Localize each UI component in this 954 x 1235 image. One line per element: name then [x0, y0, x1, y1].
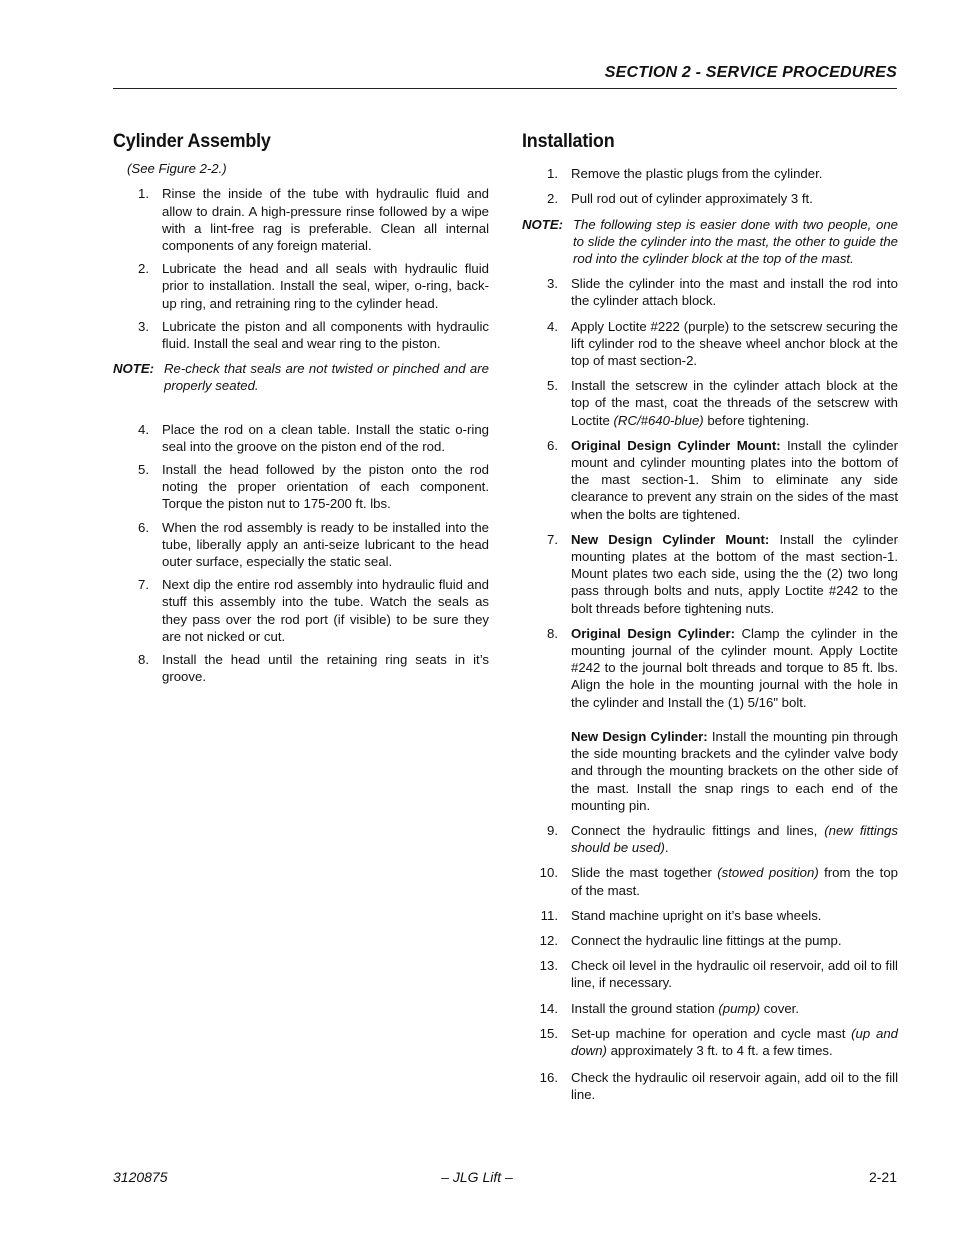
- list-item: 5 . Install the head followed by the piston onto the rod noting the proper orientation of each component. Torque the piston nut to 175-200 ft. lbs.: [113, 461, 489, 513]
- list-item: 8 . Original Design Cylinder: Clamp the cylinder in the mounting journal of the cylinder mount. Apply Loctite #242 to the journal bolt threads and torque to 85 ft. lbs. Align the hole in the mounting journal with the hole in the cylinder and Install the (1) 5/16" bolt. New Design Cylinder: Install the mounting pin through the side mounting brackets and the cylinder valve body and through the mounting brackets on the other side of the mast. Install the snap rings to each end of the mounting pin.: [522, 625, 898, 814]
- list-item: 10 . Slide the mast together (stowed position) from the top of the mast.: [522, 864, 898, 898]
- list-item: 12 . Connect the hydraulic line fittings at the pump.: [522, 932, 898, 949]
- section-title: SECTION 2 - SERVICE PROCEDURES: [604, 64, 897, 81]
- list-item: 15 . Set-up machine for operation and cycle mast (up and down) approximately 3 ft. to 4 ft. a few times.: [522, 1025, 898, 1059]
- list-item: 1 . Remove the plastic plugs from the cylinder.: [522, 165, 898, 182]
- list-item: 3 . Slide the cylinder into the mast and install the rod into the cylinder attach block.: [522, 275, 898, 309]
- list-item: 2 . Pull rod out of cylinder approximately 3 ft.: [522, 190, 898, 207]
- note-label: NOTE:: [522, 216, 564, 232]
- list-item: 11 . Stand machine upright on it’s base wheels.: [522, 907, 898, 924]
- list-item: 14 . Install the ground station (pump) cover.: [522, 1000, 898, 1017]
- right-column: [522, 130, 899, 1112]
- list-item: 1 . Rinse the inside of the tube with hydraulic fluid and allow to drain. A high-pressure rinse followed by a wipe with a lint-free rag is preferable. Clean all internal components of any foreign material.: [113, 185, 489, 254]
- cylinder-assembly-heading: Cylinder Assembly: [113, 130, 271, 152]
- note: [522, 216, 898, 268]
- list-item: 8 . Install the head until the retaining ring seats in it’s groove.: [113, 651, 489, 685]
- footer-brand: – JLG Lift –: [441, 1169, 513, 1185]
- header-rule: [113, 88, 897, 89]
- doc-number: 3120875: [113, 1169, 168, 1185]
- see-figure-ref: (See Figure 2-2.): [127, 161, 227, 177]
- list-item: 6 . Original Design Cylinder Mount: Install the cylinder mount and cylinder mounting plates into the bottom of the mast section-1. Shim to eliminate any side clearance to prevent any strain on the sides of the mast when the bolts are tightened.: [522, 437, 898, 523]
- left-column: [113, 130, 489, 691]
- list-item: 16 . Check the hydraulic oil reservoir again, add oil to the fill line.: [522, 1069, 898, 1103]
- list-item: 4 . Apply Loctite #222 (purple) to the setscrew securing the lift cylinder rod to the sheave wheel anchor block at the top of mast section-2.: [522, 318, 898, 370]
- note-text: Re-check that seals are not twisted or pinched and are properly seated.: [164, 361, 489, 394]
- list-item: 13 . Check oil level in the hydraulic oil reservoir, add oil to fill line, if necessary.: [522, 957, 898, 991]
- note: [113, 360, 489, 394]
- note-text: The following step is easier done with two people, one to slide the cylinder into the mast, the other to guide the rod into the cylinder block at the top of the mast.: [573, 216, 898, 267]
- list-item: 7 . New Design Cylinder Mount: Install the cylinder mounting plates at the bottom of the mast section-1. Mount plates two each side, using the the (2) two long pass through bolts and nuts, apply Loctite #242 to the bolt threads before tightening nuts.: [522, 531, 898, 617]
- list-item: 2 . Lubricate the head and all seals with hydraulic fluid prior to installation. Install the seal, wiper, o-ring, back-up ring, and retraining ring to the cylinder head.: [113, 260, 489, 312]
- list-item: 7 . Next dip the entire rod assembly into hydraulic fluid and stuff this assembly into the tube. Watch the seals as they pass over the rod port (if visible) to be sure they are not nicked or cut.: [113, 576, 489, 645]
- installation-heading: Installation: [522, 130, 615, 152]
- list-item: 9 . Connect the hydraulic fittings and lines, (new fittings should be used).: [522, 822, 898, 856]
- note-label: NOTE:: [113, 361, 155, 377]
- list-item: 3 . Lubricate the piston and all components with hydraulic fluid. Install the seal and wear ring to the piston.: [113, 318, 489, 352]
- sub-paragraph: New Design Cylinder: Install the mounting pin through the side mounting brackets and the cylinder valve body and through the mounting brackets on the other side of the mast. Install the snap rings to each end of the mounting pin.: [571, 728, 898, 813]
- list-item: 4 . Place the rod on a clean table. Install the static o-ring seal into the groove on the piston end of the rod.: [113, 421, 489, 455]
- list-item: 6 . When the rod assembly is ready to be installed into the tube, liberally apply an anti-seize lubricant to the head outer surface, especially the static seal.: [113, 519, 489, 571]
- list-item: 5 . Install the setscrew in the cylinder attach block at the top of the mast, coat the threads of the setscrew with Loctite (RC/#640-blue) before tightening.: [522, 377, 898, 429]
- page-number: 2-21: [868, 1169, 897, 1185]
